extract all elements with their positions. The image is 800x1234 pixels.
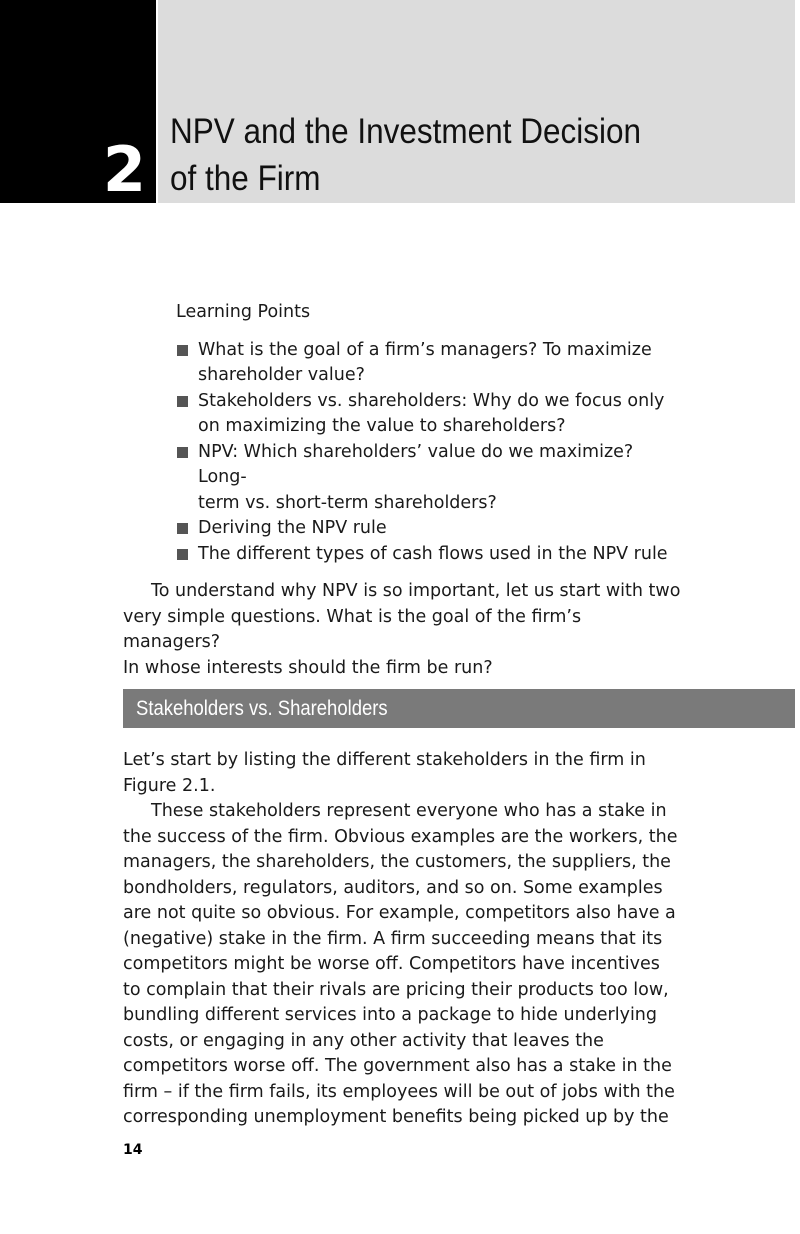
page-number: 14 [123,1142,143,1158]
body-line: competitors might be worse off. Competitors have incentives [123,954,660,974]
chapter-title-band [158,0,795,203]
body-line: to complain that their rivals are pricing their products too low, [123,979,669,1000]
body-paragraph-1 [123,748,683,799]
body-line: bondholders, regulators, auditors, and so on. Some examples [123,877,663,898]
chapter-number: 2 [102,133,146,206]
chapter-title-line-1: NPV and the Investment Decision [170,112,641,151]
learning-point-line: shareholder value? [198,365,365,385]
body-line: These stakeholders represent everyone who has a stake in [151,801,667,821]
learning-point-item [176,516,681,542]
learning-point-item [176,440,681,517]
learning-point-line: Stakeholders vs. shareholders: Why do we focus only [198,390,665,411]
learning-point-line: What is the goal of a firm’s managers? To maximize [198,339,652,360]
body-text [123,748,683,1131]
body-paragraph-2 [123,799,683,1131]
intro-line: To understand why NPV is so important, let us start with two [151,581,681,601]
section-heading-band [123,689,795,728]
body-line: the success of the firm. Obvious examples are the workers, the [123,826,678,847]
learning-point-item [176,338,681,389]
body-line: (negative) stake in the firm. A firm succeeding means that its [123,928,663,949]
learning-points-heading: Learning Points [176,302,311,322]
learning-point-line: The different types of cash flows used in the NPV rule [198,543,668,564]
chapter-title-line-2: of the Firm [170,159,321,198]
intro-paragraph [123,579,683,681]
body-line: competitors worse off. The government also has a stake in the [123,1056,672,1076]
learning-points-box [176,300,681,567]
intro-line: very simple questions. What is the goal of the firm’s managers? [123,606,582,652]
intro-line: In whose interests should the firm be run? [123,657,493,678]
body-line: costs, or engaging in any other activity that leaves the [123,1030,604,1051]
learning-point-line: Deriving the NPV rule [198,518,387,538]
body-line: corresponding unemployment benefits being picked up by the [123,1107,669,1127]
chapter-title [170,108,641,202]
learning-point-line: term vs. short-term shareholders? [198,492,497,513]
body-line: managers, the shareholders, the customers, the suppliers, the [123,852,671,872]
body-line: Figure 2.1. [123,775,216,796]
body-line: firm – if the firm fails, its employees will be out of jobs with the [123,1081,675,1102]
learning-point-item [176,389,681,440]
learning-point-item [176,542,681,568]
section-heading: Stakeholders vs. Shareholders [136,697,388,720]
learning-points-list [176,338,681,568]
body-line: bundling different services into a package to hide underlying [123,1005,658,1025]
body-line: are not quite so obvious. For example, competitors also have a [123,903,676,923]
chapter-number-block [0,0,156,206]
learning-point-line: NPV: Which shareholders’ value do we maximize? Long- [198,441,634,487]
learning-point-line: on maximizing the value to shareholders? [198,416,566,436]
body-line: Let’s start by listing the different stakeholders in the firm in [123,750,646,770]
